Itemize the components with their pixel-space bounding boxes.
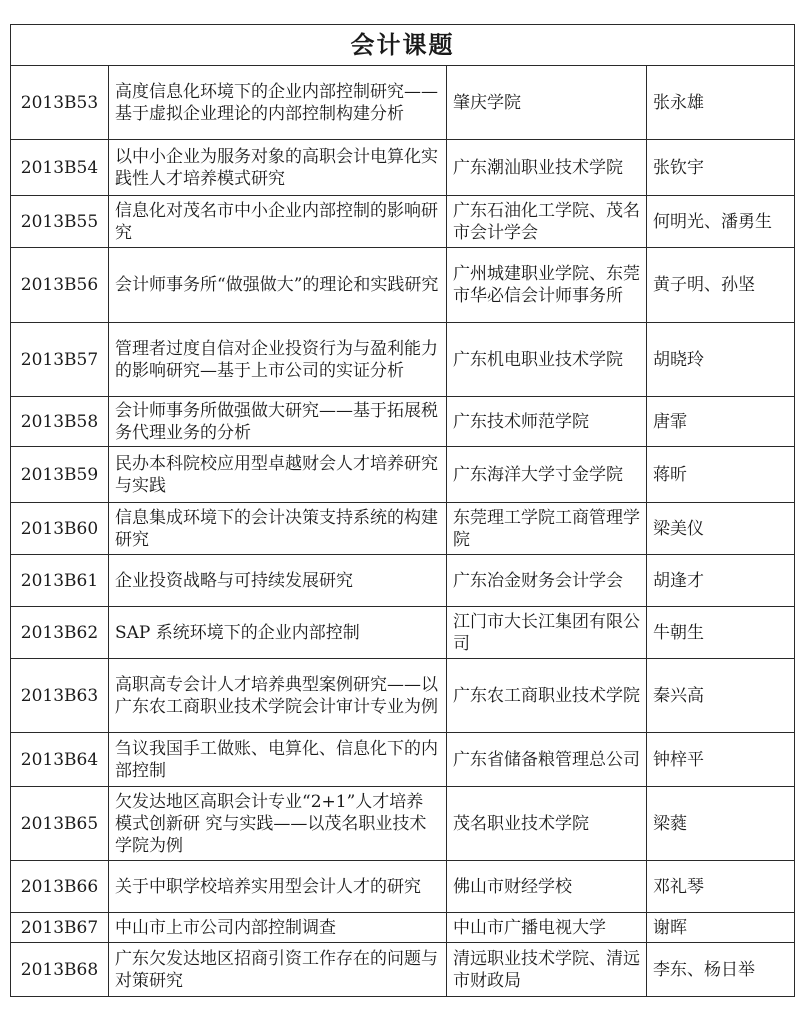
project-topic: 中山市上市公司内部控制调查 [109,913,447,943]
project-id: 2013B54 [11,140,109,196]
project-topic: 欠发达地区高职会计专业“2+1”人才培养模式创新研 究与实践——以茂名职业技术学院为例 [109,787,447,861]
project-topic: 会计师事务所做强做大研究——基于拓展税务代理业务的分析 [109,397,447,447]
project-topic: 信息集成环境下的会计决策支持系统的构建研究 [109,503,447,555]
project-id: 2013B58 [11,397,109,447]
project-organization: 广东技术师范学院 [447,397,647,447]
project-leader: 梁美仪 [647,503,795,555]
project-topic: 信息化对茂名市中小企业内部控制的影响研究 [109,196,447,248]
table-title: 会计课题 [11,25,795,66]
project-leader: 唐霏 [647,397,795,447]
table-row [11,659,795,733]
table-row [11,943,795,997]
table-row [11,861,795,913]
project-organization: 广东海洋大学寸金学院 [447,447,647,503]
project-leader: 胡晓玲 [647,323,795,397]
project-leader: 牛朝生 [647,607,795,659]
project-id: 2013B59 [11,447,109,503]
table-row [11,447,795,503]
project-id: 2013B56 [11,248,109,323]
project-organization: 广东石油化工学院、茂名市会计学会 [447,196,647,248]
title-row [11,25,795,66]
project-leader: 胡逢才 [647,555,795,607]
project-organization: 广东机电职业技术学院 [447,323,647,397]
project-topic: 广东欠发达地区招商引资工作存在的问题与对策研究 [109,943,447,997]
project-organization: 江门市大长江集团有限公司 [447,607,647,659]
project-leader: 张钦宇 [647,140,795,196]
project-leader: 梁蕤 [647,787,795,861]
table-row [11,555,795,607]
project-topic: 以中小企业为服务对象的高职会计电算化实践性人才培养模式研究 [109,140,447,196]
project-id: 2013B64 [11,733,109,787]
topics-table [10,24,795,997]
table-row [11,66,795,140]
project-topic: SAP 系统环境下的企业内部控制 [109,607,447,659]
project-id: 2013B67 [11,913,109,943]
table-row [11,733,795,787]
project-organization: 中山市广播电视大学 [447,913,647,943]
project-organization: 广东省储备粮管理总公司 [447,733,647,787]
project-organization: 肇庆学院 [447,66,647,140]
project-id: 2013B57 [11,323,109,397]
table-row [11,323,795,397]
project-topic: 企业投资战略与可持续发展研究 [109,555,447,607]
project-leader: 黄子明、孙坚 [647,248,795,323]
project-id: 2013B60 [11,503,109,555]
project-leader: 秦兴高 [647,659,795,733]
project-leader: 张永雄 [647,66,795,140]
project-organization: 广东农工商职业技术学院 [447,659,647,733]
project-leader: 李东、杨日举 [647,943,795,997]
project-id: 2013B61 [11,555,109,607]
project-organization: 广州城建职业学院、东莞市华必信会计师事务所 [447,248,647,323]
project-topic: 刍议我国手工做账、电算化、信息化下的内部控制 [109,733,447,787]
project-organization: 清远职业技术学院、清远市财政局 [447,943,647,997]
project-leader: 何明光、潘勇生 [647,196,795,248]
table-row [11,196,795,248]
project-topic: 高职高专会计人才培养典型案例研究——以广东农工商职业技术学院会计审计专业为例 [109,659,447,733]
project-topic: 民办本科院校应用型卓越财会人才培养研究与实践 [109,447,447,503]
project-id: 2013B53 [11,66,109,140]
project-id: 2013B55 [11,196,109,248]
project-organization: 广东潮汕职业技术学院 [447,140,647,196]
project-leader: 蒋昕 [647,447,795,503]
project-organization: 东莞理工学院工商管理学院 [447,503,647,555]
project-topic: 会计师事务所“做强做大”的理论和实践研究 [109,248,447,323]
project-leader: 钟梓平 [647,733,795,787]
table-row [11,397,795,447]
table-row [11,248,795,323]
table-row [11,503,795,555]
project-id: 2013B68 [11,943,109,997]
table-row [11,607,795,659]
project-id: 2013B62 [11,607,109,659]
project-leader: 谢晖 [647,913,795,943]
project-organization: 佛山市财经学校 [447,861,647,913]
project-id: 2013B65 [11,787,109,861]
project-topic: 管理者过度自信对企业投资行为与盈利能力的影响研究—基于上市公司的实证分析 [109,323,447,397]
project-leader: 邓礼琴 [647,861,795,913]
project-id: 2013B66 [11,861,109,913]
project-topic: 高度信息化环境下的企业内部控制研究——基于虚拟企业理论的内部控制构建分析 [109,66,447,140]
project-organization: 茂名职业技术学院 [447,787,647,861]
table-row [11,140,795,196]
project-organization: 广东冶金财务会计学会 [447,555,647,607]
table-row [11,787,795,861]
project-id: 2013B63 [11,659,109,733]
table-row [11,913,795,943]
project-topic: 关于中职学校培养实用型会计人才的研究 [109,861,447,913]
